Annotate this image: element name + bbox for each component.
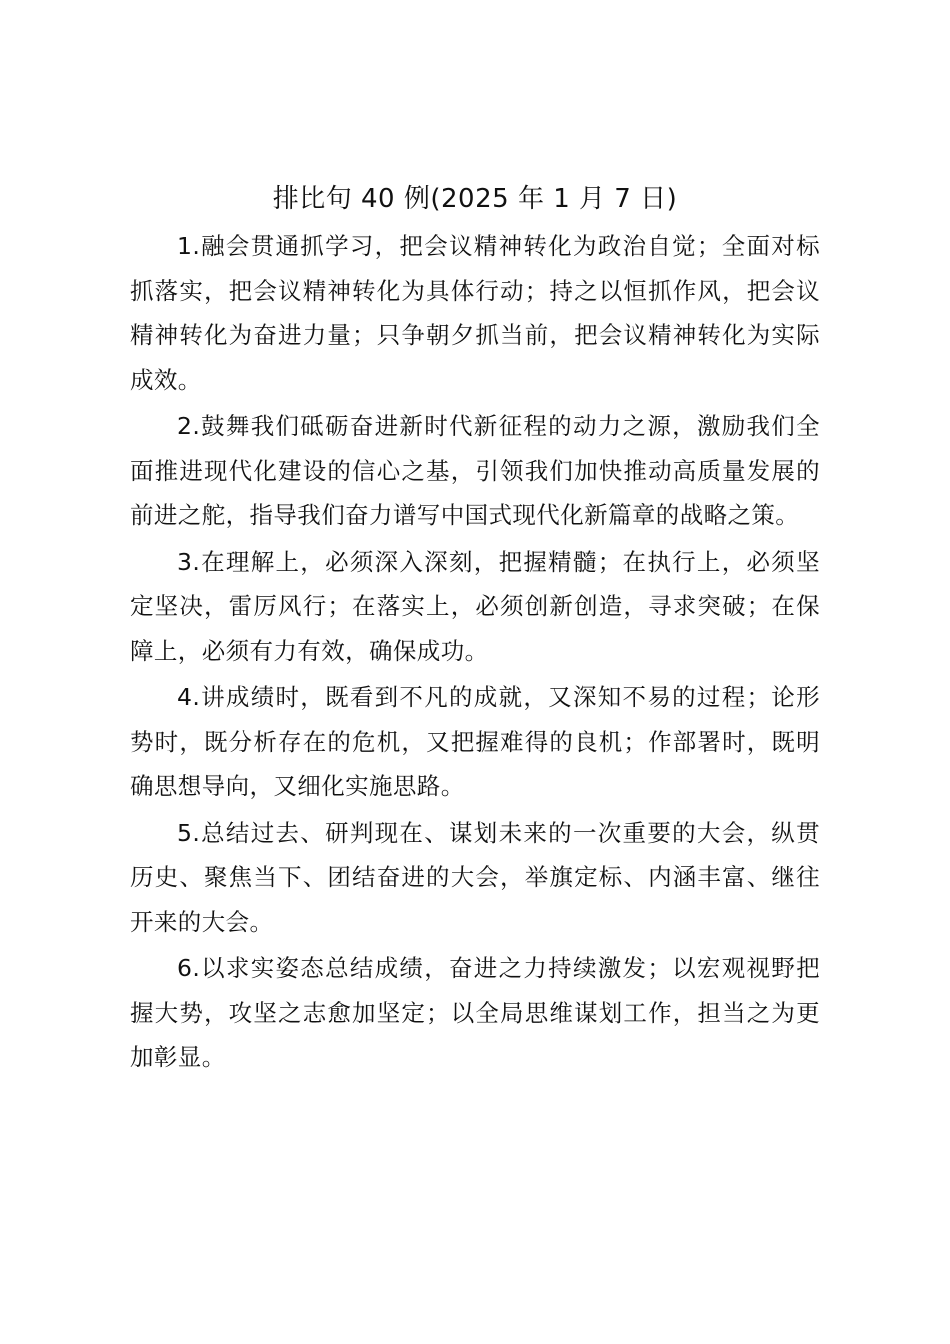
paragraph-3: 3.在理解上，必须深入深刻，把握精髓；在执行上，必须坚定坚决，雷厉风行；在落实上，必须创新创造，寻求突破；在保障上，必须有力有效，确保成功。: [130, 547, 820, 665]
paragraph-2: 2.鼓舞我们砥砺奋进新时代新征程的动力之源，激励我们全面推进现代化建设的信心之基，引领我们加快推动高质量发展的前进之舵，指导我们奋力谱写中国式现代化新篇章的战略之策。: [130, 412, 820, 529]
paragraph-5: 5.总结过去、研判现在、谋划未来的一次重要的大会，纵贯历史、聚焦当下、团结奋进的大会，举旗定标、内涵丰富、继往开来的大会。: [130, 818, 820, 936]
paragraph-4: 4.讲成绩时，既看到不凡的成就，又深知不易的过程；论形势时，既分析存在的危机，又把握难得的良机；作部署时，既明确思想导向，又细化实施思路。: [130, 683, 820, 800]
document-body: [130, 224, 820, 1082]
document-title: 排比句 40 例(2025 年 1 月 7 日): [272, 184, 678, 214]
paragraph-1: 1.融会贯通抓学习，把会议精神转化为政治自觉；全面对标抓落实，把会议精神转化为具体行动；持之以恒抓作风，把会议精神转化为奋进力量；只争朝夕抓当前，把会议精神转化为实际成效。: [130, 232, 820, 394]
paragraph-6: 6.以求实姿态总结成绩，奋进之力持续激发；以宏观视野把握大势，攻坚之志愈加坚定；以全局思维谋划工作，担当之为更加彰显。: [130, 954, 820, 1071]
